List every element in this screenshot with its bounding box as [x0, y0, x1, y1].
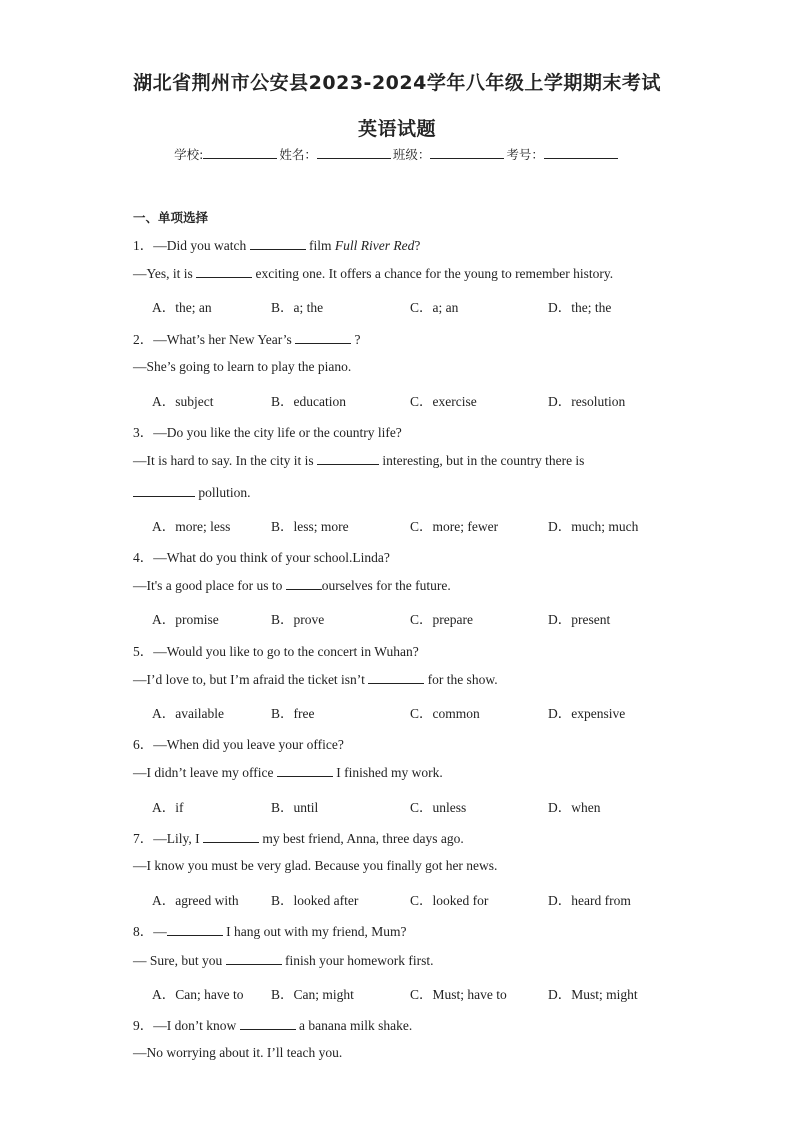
class-field[interactable]: [430, 146, 504, 159]
option-a[interactable]: A．promise: [152, 612, 219, 627]
option-d[interactable]: D．when: [548, 800, 601, 815]
option-d[interactable]: D．the; the: [548, 300, 612, 315]
option-d[interactable]: D．heard from: [548, 893, 631, 908]
question-8: 8．— I hang out with my friend, Mum?: [133, 924, 407, 939]
option-b[interactable]: B．until: [271, 800, 319, 815]
option-b[interactable]: B．less; more: [271, 519, 349, 534]
option-c[interactable]: C．exercise: [410, 394, 477, 409]
option-a[interactable]: A．subject: [152, 394, 214, 409]
option-d[interactable]: D．resolution: [548, 394, 626, 409]
answer-4: —It's a good place for us to ourselves for the future.: [133, 578, 451, 593]
name-field[interactable]: [317, 146, 391, 159]
option-c[interactable]: C．more; fewer: [410, 519, 499, 534]
option-b[interactable]: B．a; the: [271, 300, 324, 315]
question-6: 6．—When did you leave your office?: [133, 737, 344, 752]
name-label: 姓名：: [279, 147, 317, 162]
option-d[interactable]: D．Must; might: [548, 987, 638, 1002]
options-4: [152, 608, 712, 626]
question-4: 4．—What do you think of your school.Linda?: [133, 550, 390, 565]
options-3: [152, 515, 712, 533]
answer-6: —I didn’t leave my office I finished my work.: [133, 765, 443, 780]
options-2: [152, 390, 712, 408]
answer-blank: [286, 577, 322, 590]
answer-blank: [226, 952, 282, 965]
option-a[interactable]: A．available: [152, 706, 224, 721]
section-title: 一、单项选择: [133, 210, 209, 225]
options-1: [152, 296, 712, 314]
number-field[interactable]: [544, 146, 618, 159]
option-c[interactable]: C．looked for: [410, 893, 489, 908]
options-6: [152, 796, 712, 814]
option-a[interactable]: A．if: [152, 800, 184, 815]
answer-blank: [167, 923, 223, 936]
question-7: 7．—Lily, I my best friend, Anna, three days ago.: [133, 831, 464, 846]
option-a[interactable]: A．Can; have to: [152, 987, 244, 1002]
option-b[interactable]: B．Can; might: [271, 987, 354, 1002]
options-5: [152, 702, 712, 720]
answer-3: —It is hard to say. In the city it is interesting, but in the country there is: [133, 453, 585, 468]
question-9: 9．—I don’t know a banana milk shake.: [133, 1018, 413, 1033]
answer-blank: [196, 265, 252, 278]
exam-subtitle: 英语试题: [357, 118, 436, 140]
question-5: 5．—Would you like to go to the concert in Wuhan?: [133, 644, 419, 659]
exam-title: 湖北省荆州市公安县2023-2024学年八年级上学期期末考试: [133, 72, 661, 94]
answer-7: —I know you must be very glad. Because you finally got her news.: [133, 858, 498, 873]
option-b[interactable]: B．prove: [271, 612, 325, 627]
answer-blank: [250, 237, 306, 250]
answer-blank: [240, 1017, 296, 1030]
option-d[interactable]: D．much; much: [548, 519, 639, 534]
option-b[interactable]: B．looked after: [271, 893, 359, 908]
answer-9: —No worrying about it. I’ll teach you.: [133, 1045, 343, 1060]
answer-2: —She’s going to learn to play the piano.: [133, 359, 352, 374]
options-7: [152, 889, 712, 907]
answer-blank: [277, 764, 333, 777]
option-a[interactable]: A．more; less: [152, 519, 231, 534]
answer-blank: [317, 452, 379, 465]
option-b[interactable]: B．free: [271, 706, 315, 721]
option-d[interactable]: D．expensive: [548, 706, 626, 721]
question-1: 1．—Did you watch film Full River Red?: [133, 238, 421, 253]
answer-8: — Sure, but you finish your homework first.: [133, 953, 434, 968]
answer-1: —Yes, it is exciting one. It offers a chance for the young to remember history.: [133, 266, 614, 281]
answer-5: —I’d love to, but I’m afraid the ticket isn’t for the show.: [133, 672, 498, 687]
school-label: 学校:: [174, 147, 204, 162]
option-d[interactable]: D．present: [548, 612, 611, 627]
question-3: 3．—Do you like the city life or the country life?: [133, 425, 402, 440]
option-c[interactable]: C．Must; have to: [410, 987, 507, 1002]
answer-blank: [133, 484, 195, 497]
school-field[interactable]: [203, 146, 277, 159]
question-2: 2．—What’s her New Year’s ?: [133, 332, 361, 347]
class-label: 班级：: [392, 147, 431, 162]
answer-blank: [368, 671, 424, 684]
answer-blank: [203, 830, 259, 843]
option-c[interactable]: C．a; an: [410, 300, 459, 315]
option-c[interactable]: C．common: [410, 706, 480, 721]
answer-blank: [295, 331, 351, 344]
option-b[interactable]: B．education: [271, 394, 346, 409]
number-label: 考号：: [506, 147, 544, 162]
option-c[interactable]: C．unless: [410, 800, 467, 815]
options-8: [152, 983, 712, 1001]
student-info-line: [0, 145, 794, 163]
option-a[interactable]: A．agreed with: [152, 893, 239, 908]
option-c[interactable]: C．prepare: [410, 612, 473, 627]
answer-3-cont: pollution.: [133, 484, 251, 501]
option-a[interactable]: A．the; an: [152, 300, 212, 315]
